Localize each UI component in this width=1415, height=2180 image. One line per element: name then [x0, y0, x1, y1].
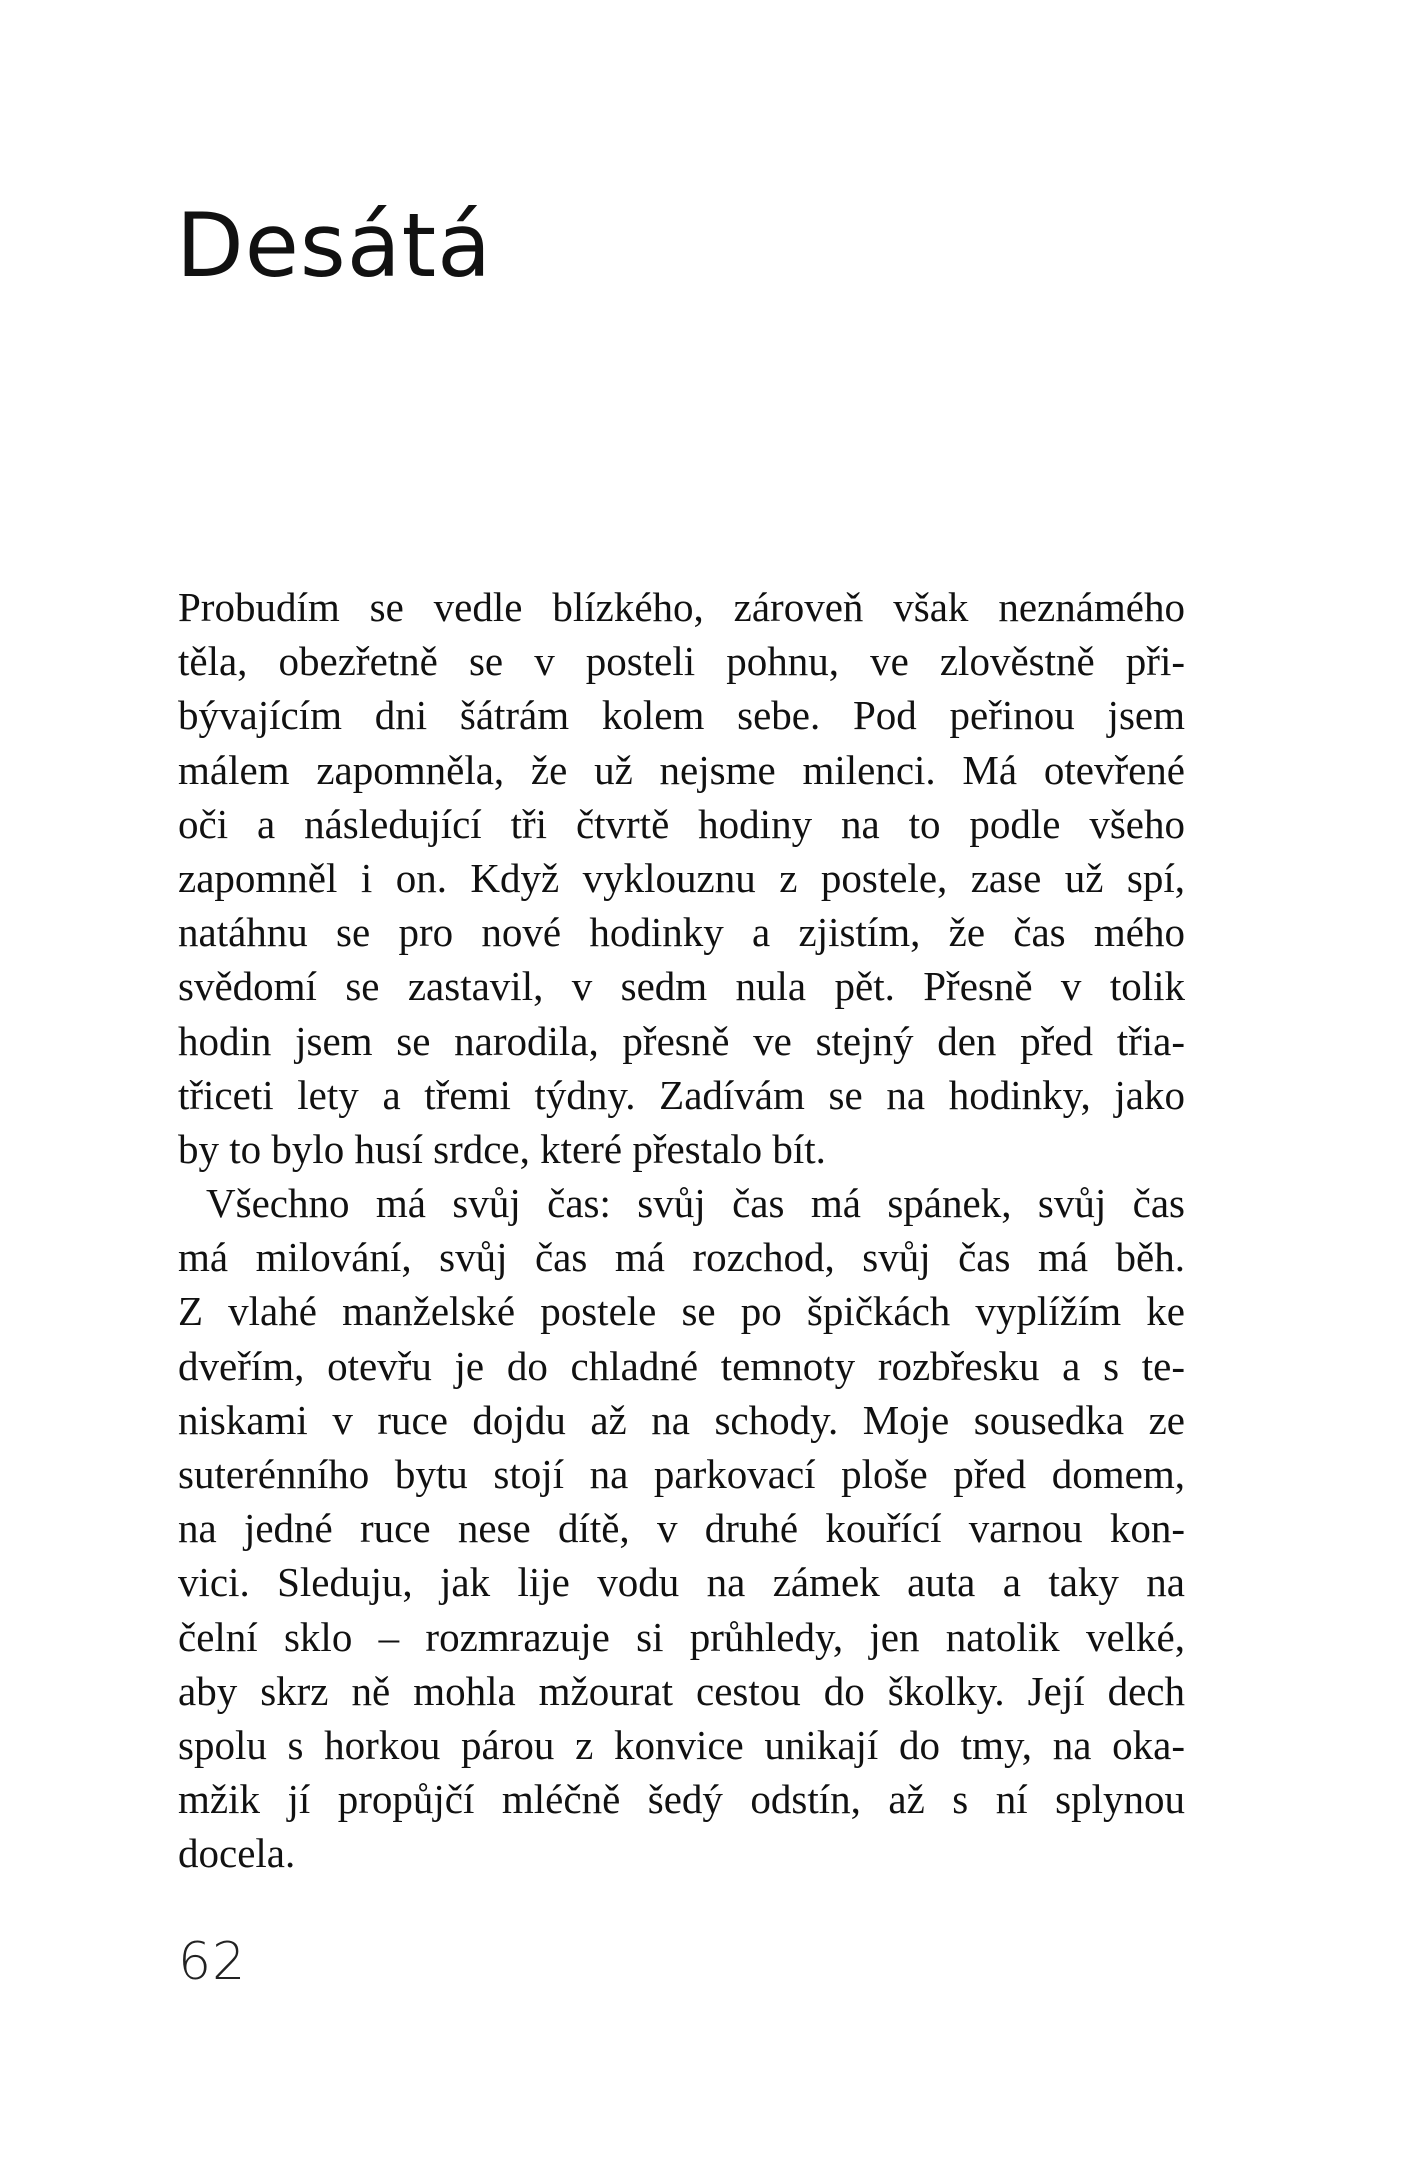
- text-line: Všechno má svůj čas: svůj čas má spánek, svůj čas: [206, 1180, 1185, 1227]
- page-number: 62: [178, 1932, 247, 1992]
- text-line: na jedné ruce nese dítě, v druhé kouřící varnou kon-: [178, 1505, 1185, 1552]
- text-line: vici. Sleduju, jak lije vodu na zámek auta a taky na: [178, 1559, 1185, 1606]
- text-line: zapomněl i on. Když vyklouznu z postele, zase už spí,: [178, 854, 1185, 901]
- text-line: čelní sklo – rozmrazuje si průhledy, jen natolik velké,: [178, 1613, 1185, 1660]
- text-line: aby skrz ně mohla mžourat cestou do školky. Její dech: [178, 1667, 1185, 1714]
- text-line: mžik jí propůjčí mléčně šedý odstín, až s ní splynou: [178, 1776, 1185, 1823]
- text-line: natáhnu se pro nové hodinky a zjistím, že čas mého: [178, 909, 1185, 956]
- text-line: niskami v ruce dojdu až na schody. Moje sousedka ze: [178, 1396, 1185, 1443]
- body-text: [178, 580, 1185, 1881]
- text-line: hodin jsem se narodila, přesně ve stejný den před třia-: [178, 1017, 1185, 1064]
- text-line: svědomí se zastavil, v sedm nula pět. Přesně v tolik: [178, 963, 1185, 1010]
- text-line: těla, obezřetně se v posteli pohnu, ve zlověstně při-: [178, 638, 1185, 685]
- text-line: bývajícím dni šátrám kolem sebe. Pod peřinou jsem: [178, 692, 1185, 739]
- text-line: třiceti lety a třemi týdny. Zadívám se na hodinky, jako: [178, 1071, 1185, 1118]
- text-line: Z vlahé manželské postele se po špičkách vyplížím ke: [178, 1288, 1185, 1335]
- paragraph-2: [178, 1176, 1185, 1880]
- text-line: docela.: [178, 1830, 296, 1877]
- text-line: by to bylo husí srdce, které přestalo bít.: [178, 1125, 826, 1172]
- chapter-title: Desátá: [176, 194, 493, 297]
- text-line: Probudím se vedle blízkého, zároveň však neznámého: [178, 584, 1185, 630]
- paragraph-1: [178, 580, 1185, 1176]
- text-line: dveřím, otevřu je do chladné temnoty rozbřesku a s te-: [178, 1342, 1185, 1389]
- text-line: suterénního bytu stojí na parkovací ploše před domem,: [178, 1451, 1185, 1497]
- text-line: má milování, svůj čas má rozchod, svůj čas má běh.: [178, 1234, 1185, 1281]
- text-line: spolu s horkou párou z konvice unikají do tmy, na oka-: [178, 1721, 1185, 1768]
- text-line: oči a následující tři čtvrtě hodiny na to podle všeho: [178, 800, 1185, 847]
- text-line: málem zapomněla, že už nejsme milenci. Má otevřené: [178, 746, 1185, 793]
